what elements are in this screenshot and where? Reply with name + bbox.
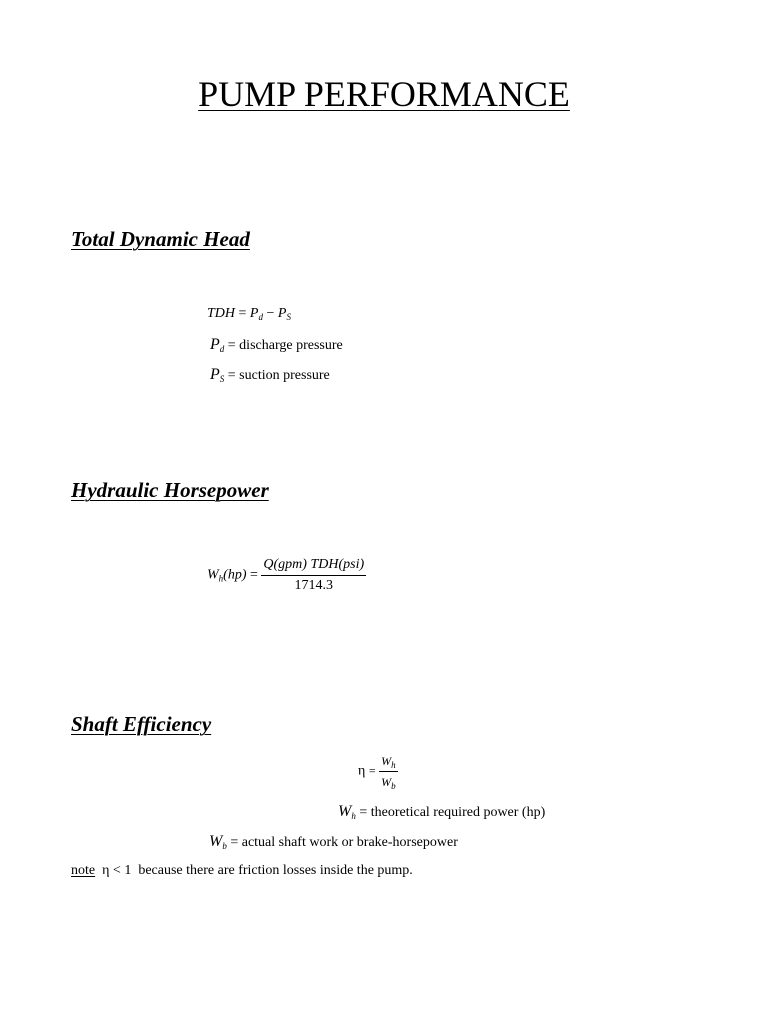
page-title: PUMP PERFORMANCE — [198, 74, 570, 114]
tdh-def-suction: $P_S$ = suction pressure — [210, 366, 330, 384]
hydraulic-formula: $W_h(hp)$ = $\frac{\text{Q(gpm) TDH(psi)}}{1714.3}$ — [207, 557, 365, 593]
note-condition: η < 1 — [102, 863, 132, 878]
section-heading-tdh: Total Dynamic Head — [71, 227, 250, 251]
friction-note — [71, 862, 413, 880]
note-label: note — [71, 863, 96, 878]
section-heading-hydraulic: Hydraulic Horsepower — [71, 478, 269, 502]
tdh-formula: TDH = $P_d - P_S$ — [207, 306, 291, 322]
shaft-def-actual: $W_b$ = actual shaft work or brake-horsepower — [209, 833, 458, 851]
shaft-def-theoretical: $W_h$ = theoretical required power (hp) — [338, 803, 546, 821]
tdh-def-discharge: $P_d$ = discharge pressure — [210, 336, 343, 354]
section-heading-shaft: Shaft Efficiency — [71, 712, 212, 736]
efficiency-fraction: $\frac{W_h}{W_b}$ — [381, 754, 396, 791]
note-text: because there are friction losses inside the pump. — [138, 863, 413, 878]
hydraulic-fraction: $\frac{\text{Q(gpm) TDH(psi)}}{1714.3}$ — [263, 557, 365, 593]
efficiency-formula: η = $\frac{W_h}{W_b}$ — [358, 754, 396, 791]
